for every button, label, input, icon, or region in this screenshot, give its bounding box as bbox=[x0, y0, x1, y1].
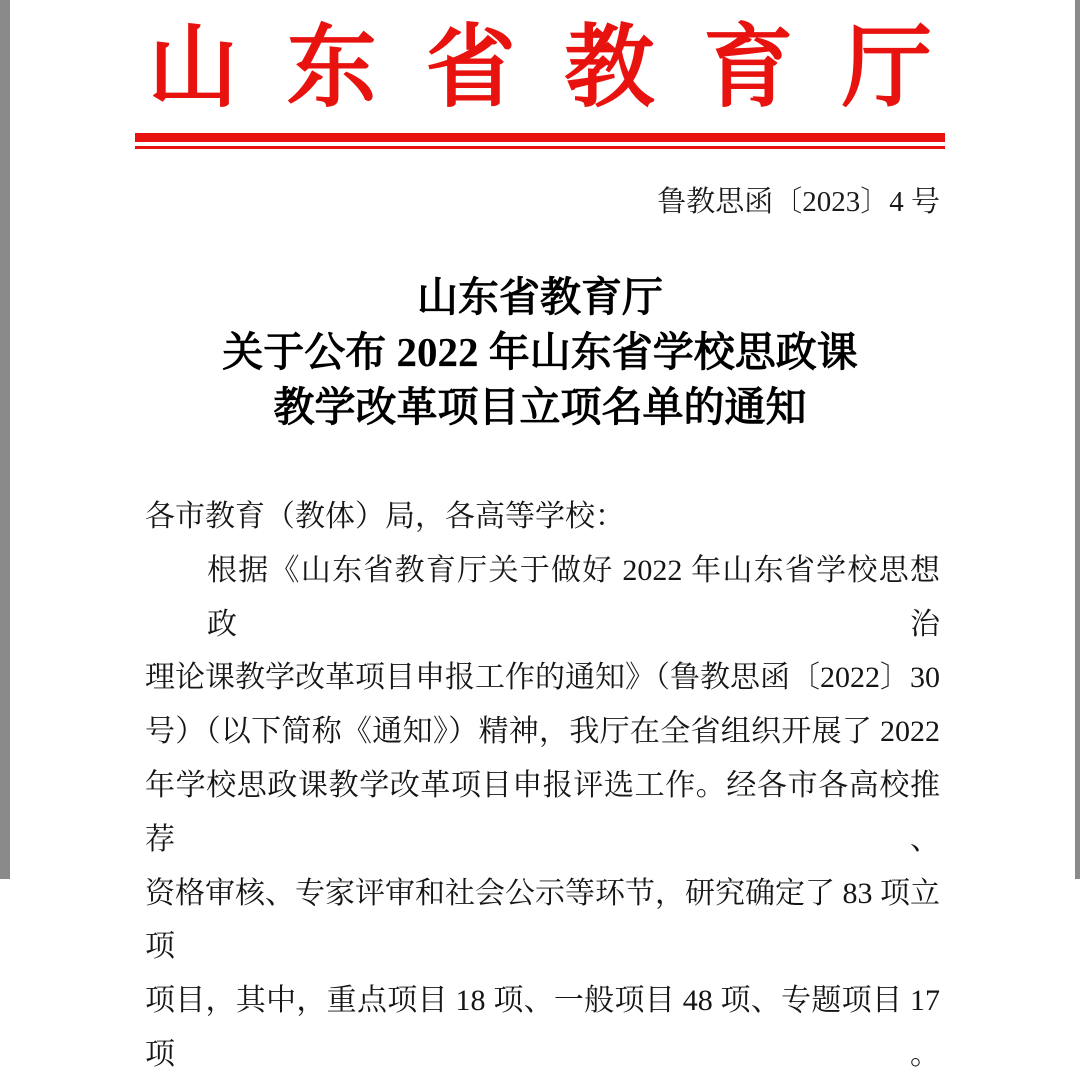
notice-body bbox=[145, 490, 940, 1082]
notice-title-line-2: 关于公布 2022 年山东省学校思政课 bbox=[222, 329, 858, 375]
body-line: 资格审核、专家评审和社会公示等环节，研究确定了 83 项立项 bbox=[145, 876, 940, 964]
masthead-char: 育 bbox=[703, 19, 794, 118]
body-line: 年学校思政课教学改革项目申报评选工作。经各市各高校推荐、 bbox=[145, 768, 940, 856]
red-separator-thick bbox=[135, 133, 945, 142]
notice-title bbox=[90, 270, 990, 435]
notice-title-line-1: 山东省教育厅 bbox=[417, 274, 663, 320]
notice-title-line-3: 教学改革项目立项名单的通知 bbox=[273, 384, 807, 430]
agency-masthead bbox=[148, 19, 932, 124]
masthead-char: 省 bbox=[425, 19, 516, 118]
body-line: 理论课教学改革项目申报工作的通知》（鲁教思函〔2022〕30 bbox=[145, 661, 940, 695]
right-gutter-bar bbox=[1075, 0, 1080, 879]
document-number: 鲁教思函〔2023〕4 号 bbox=[657, 186, 940, 218]
salutation-line: 各市教育（教体）局，各高等学校： bbox=[145, 500, 625, 533]
red-separator-thin bbox=[135, 146, 945, 149]
body-line: 根据《山东省教育厅关于做好 2022 年山东省学校思想政治 bbox=[207, 553, 940, 641]
masthead-char: 东 bbox=[286, 19, 377, 118]
masthead-char: 厅 bbox=[841, 19, 932, 118]
body-line: 号）（以下简称《通知》）精神，我厅在全省组织开展了 2022 bbox=[145, 715, 940, 749]
masthead-char: 山 bbox=[148, 19, 238, 118]
masthead-char: 教 bbox=[564, 19, 655, 118]
left-gutter-bar bbox=[0, 0, 10, 879]
body-line: 项目，其中，重点项目 18 项、一般项目 48 项、专题项目 17 项。 bbox=[145, 984, 940, 1071]
